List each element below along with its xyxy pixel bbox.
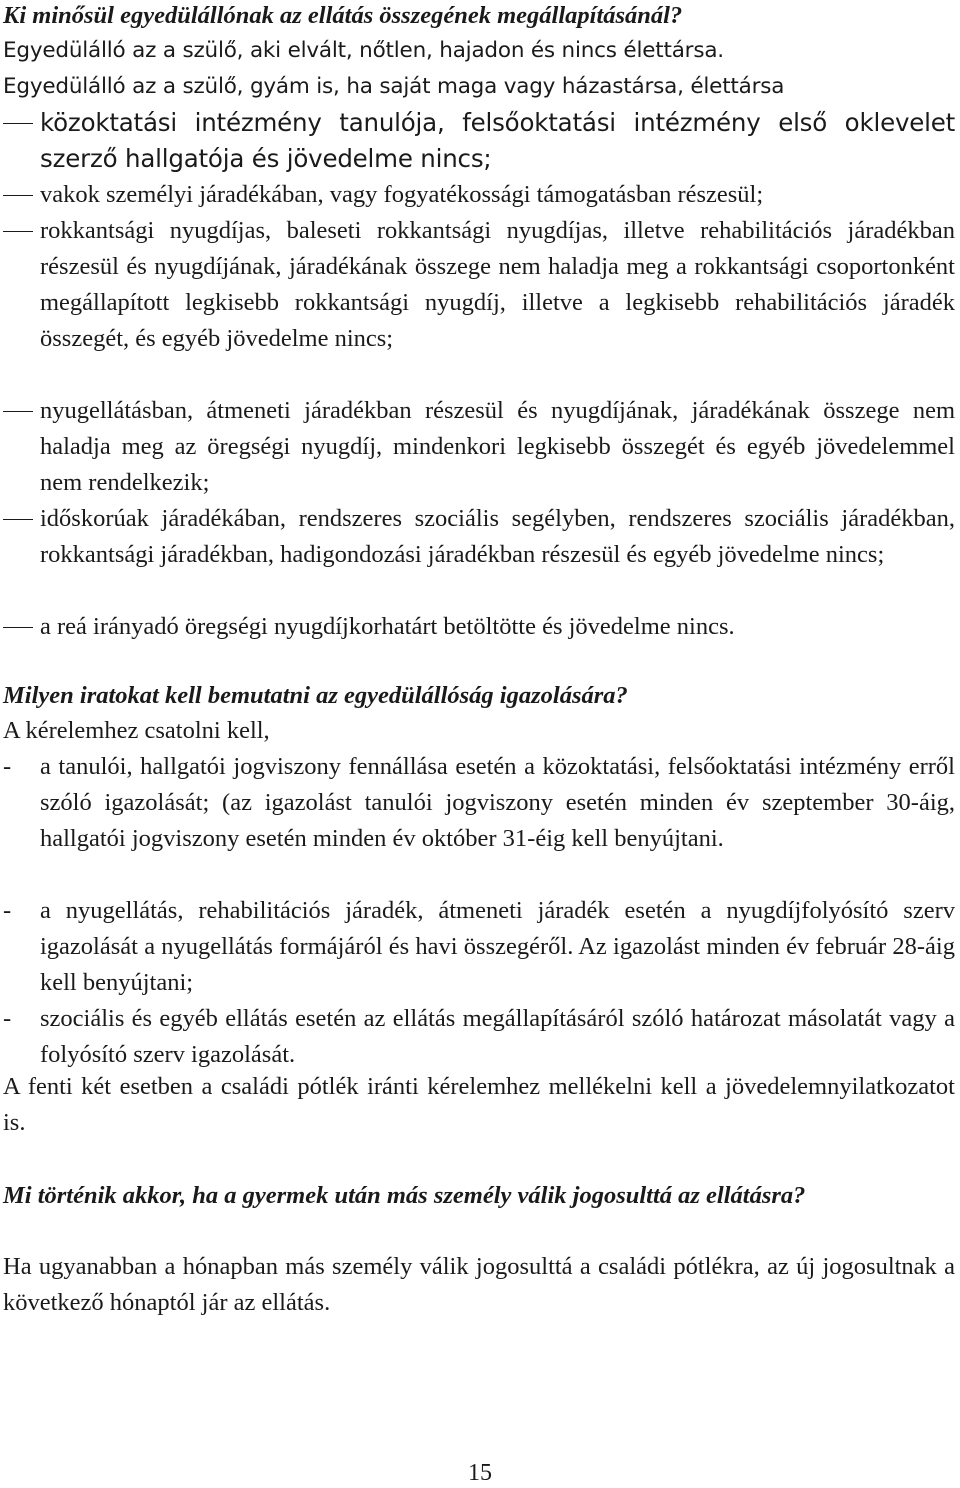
list-item-text: rokkantsági nyugdíjas, baleseti rokkantsági nyugdíjas, illetve rehabilitációs járadékban részesül és nyugdíjának, járadékának összege nem haladja meg a rokkantsági csoportonként megállapított legkisebb rokkantsági nyugdíj, illetve a legkisebb rehabilitációs járadék összegét, és egyéb jövedelme nincs; — [40, 217, 955, 352]
list-item-text: a reá irányadó öregségi nyugdíjkorhatárt betöltötte és jövedelme nincs. — [40, 613, 735, 640]
list-item-text: nyugellátásban, átmeneti járadékban részesül és nyugdíjának, járadékának összege nem haladja meg az öregségi nyugdíj, mindenkori legkisebb összegét és egyéb jövedelemmel nem rendelkezik; — [40, 397, 955, 496]
list-item — [0, 213, 955, 357]
list-item — [0, 749, 955, 857]
dash-bullet — [3, 123, 33, 124]
section-outro: A fenti két esetben a családi pótlék iránti kérelemhez mellékelni kell a jövedelemnyilatkozatot is. — [3, 1073, 955, 1136]
dash-bullet — [3, 627, 33, 628]
section-heading-other-person: Mi történik akkor, ha a gyermek után más személy válik jogosulttá az ellátásra? — [3, 1182, 806, 1209]
list-item — [0, 609, 955, 645]
page-number: 15 — [468, 1460, 492, 1486]
list-item — [0, 105, 955, 177]
dash-bullet — [3, 519, 33, 520]
list-item-text: időskorúak járadékában, rendszeres szociális segélyben, rendszeres szociális járadékban, rokkantsági járadékban, hadigondozási járadékban részesül és egyéb jövedelme nincs; — [40, 505, 955, 568]
list-item-text: közoktatási intézmény tanulója, felsőoktatási intézmény első oklevelet szerző hallgatója és jövedelme nincs; — [40, 108, 955, 173]
list-item — [0, 393, 955, 501]
list-item-text: vakok személyi járadékában, vagy fogyatékossági támogatásban részesül; — [40, 181, 764, 208]
list-item-text: szociális és egyéb ellátás esetén az ellátás megállapításáról szóló határozat másolatát vagy a folyósító szerv igazolását. — [40, 1005, 955, 1068]
intro-line: Egyedülálló az a szülő, gyám is, ha saját maga vagy házastársa, élettársa — [3, 74, 785, 99]
list-item — [0, 501, 955, 573]
section-heading-documents: Milyen iratokat kell bemutatni az egyedülállóság igazolására? — [3, 682, 628, 709]
list-item-text: a nyugellátás, rehabilitációs járadék, átmeneti járadék esetén a nyugdíjfolyósító szerv igazolását a nyugellátás formájáról és havi összegéről. Az igazolást minden év február 28-áig kell benyújtani; — [40, 897, 955, 996]
list-item — [0, 1001, 955, 1073]
dash-bullet — [3, 411, 33, 412]
hyphen-bullet: - — [3, 897, 12, 924]
list-item — [0, 177, 955, 213]
hyphen-bullet: - — [3, 753, 12, 780]
section-body: Ha ugyanabban a hónapban más személy válik jogosulttá a családi pótlékra, az új jogosultnak a következő hónaptól jár az ellátás. — [3, 1253, 955, 1316]
section-heading-single-parent: Ki minősül egyedülállónak az ellátás összegének megállapításánál? — [3, 2, 683, 29]
dash-bullet — [3, 195, 33, 196]
list-item-text: a tanulói, hallgatói jogviszony fennállása esetén a közoktatási, felsőoktatási intézmény erről szóló igazolását; (az igazolást tanulói jogviszony esetén minden év szeptember 30-áig, hallgatói jogviszony esetén minden év október 31-éig kell benyújtani. — [40, 753, 955, 852]
section-intro: A kérelemhez csatolni kell, — [3, 717, 270, 744]
intro-line: Egyedülálló az a szülő, aki elvált, nőtlen, hajadon és nincs élettársa. — [3, 38, 724, 63]
dash-bullet — [3, 231, 33, 232]
hyphen-bullet: - — [3, 1005, 12, 1032]
list-item — [0, 893, 955, 1001]
